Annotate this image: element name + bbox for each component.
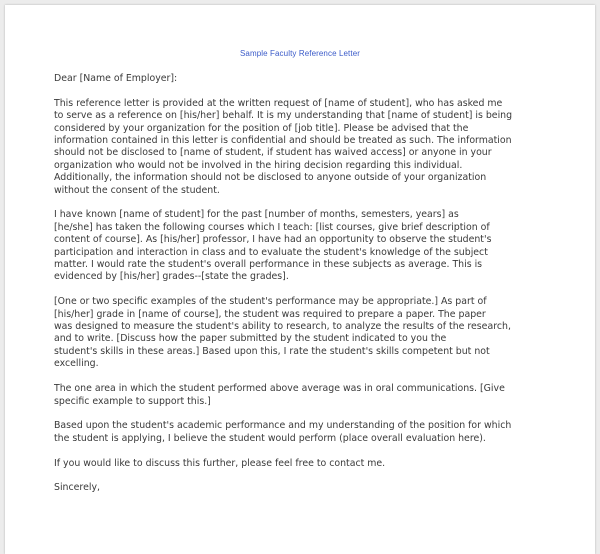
- paragraph-line: organization who would not be involved in the hiring decision regarding this individual.: [54, 159, 463, 171]
- letter-paragraph: [54, 296, 554, 370]
- paragraph-line: to serve as a reference on [his/her] behalf. It is my understanding that [name of student] is being: [54, 110, 513, 122]
- paragraph-line: I have known [name of student] for the past [number of months, semesters, years] as: [54, 209, 459, 221]
- letter-paragraph: [54, 383, 554, 408]
- paragraph-line: evidenced by [his/her] grades--[state the grades].: [54, 271, 289, 283]
- letter-body: [54, 73, 554, 495]
- paragraph-line: This reference letter is provided at the written request of [name of student], who has asked me: [54, 97, 503, 109]
- paragraph-line: [his/her] grade in [name of course], the student was required to prepare a paper. The paper: [54, 308, 486, 320]
- document-title: Sample Faculty Reference Letter: [239, 49, 361, 58]
- paragraph-line: [he/she] has taken the following courses which I teach: [list courses, give brief description of: [54, 221, 490, 233]
- paragraph-line: specific example to support this.]: [54, 395, 211, 407]
- paragraph-line: was designed to measure the student's ability to research, to analyze the results of the research,: [54, 321, 511, 333]
- letter-page: [5, 5, 595, 554]
- paragraph-line: participation and interaction in class and to evaluate the student's knowledge of the subject: [54, 246, 488, 258]
- paragraph-line: content of course]. As [his/her] professor, I have had an opportunity to observe the student's: [54, 234, 492, 246]
- paragraph-line: and to write. [Discuss how the paper submitted by the student indicated to you the: [54, 333, 447, 345]
- paragraph-line: matter. I would rate the student's overall performance in these subjects as average. This is: [54, 259, 483, 271]
- closing-line: Sincerely,: [54, 482, 100, 494]
- letter-paragraph: [54, 420, 554, 445]
- paragraph-line: Based upon the student's academic performance and my understanding of the position for which: [54, 420, 512, 432]
- paragraph-line: information contained in this letter is confidential and should be treated as such. The information: [54, 135, 512, 147]
- paragraph-line: student's skills in these areas.] Based upon this, I rate the student's skills competent but not: [54, 345, 490, 357]
- paragraph-line: If you would like to discuss this further, please feel free to contact me.: [54, 457, 386, 469]
- paragraph-line: should not be disclosed to [name of student, if student has waived access] or anyone in your: [54, 147, 492, 159]
- paragraph-line: The one area in which the student performed above average was in oral communications. [Give: [54, 383, 505, 395]
- greeting-line: Dear [Name of Employer]:: [54, 73, 178, 84]
- paragraph-line: considered by your organization for the position of [job title]. Please be advised that the: [54, 122, 469, 134]
- letter-paragraph: [54, 98, 554, 197]
- paragraph-line: without the consent of the student.: [54, 184, 220, 196]
- letter-paragraph: [54, 458, 554, 470]
- paragraph-line: [One or two specific examples of the student's performance may be appropriate.] As part of: [54, 296, 487, 308]
- letter-paragraphs: [54, 98, 554, 470]
- letter-paragraph: [54, 209, 554, 283]
- paragraph-line: excelling.: [54, 358, 99, 370]
- paragraph-line: the student is applying, I believe the student would perform (place overall evaluation here).: [54, 432, 486, 444]
- paragraph-line: Additionally, the information should not be disclosed to anyone outside of your organization: [54, 172, 487, 184]
